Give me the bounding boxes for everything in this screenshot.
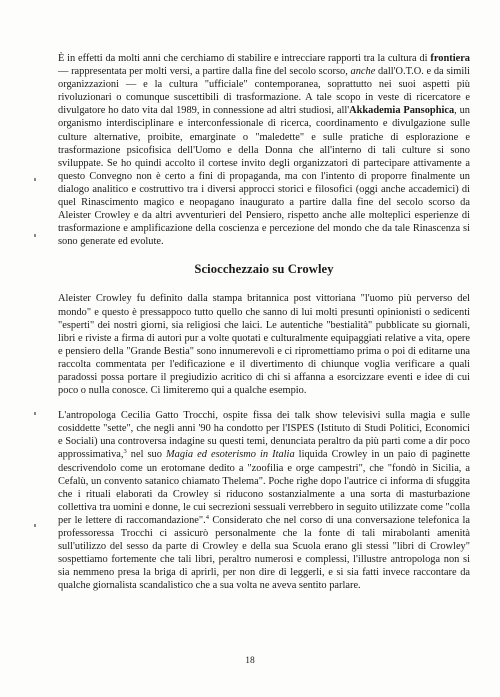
text-run: — rappresentata per molti versi, a partire dalla fine del secolo scorso, bbox=[58, 66, 351, 78]
paragraph-crowley-definition: Aleister Crowley fu definito dalla stampa britannica post vittoriana "l'uomo più perverso del mondo" e questo è pressappoco tutto quello che sanno di lui molti presunti opinionisti o sedicenti "esperti" dei nostri giorni, sia religiosi che laici. Le autentiche "bestialità" pubblicate su giornali, libri e riviste a firma di autori pur a volte quotati e culturalmente equipaggiati relative a vita, opere e pensiero della "Grande Bestia" sono innumerevoli e ci ripromettiamo prima o poi di editarne una raccolta commentata per l'edificazione e il divertimento di chiunque voglia verificare a quali paradossi possa portare il pregiudizio acritico di chi si affanna a esorcizzare eventi e idee di cui poco o nulla conosce. Ci limiteremo qui a qualche esempio. bbox=[58, 293, 470, 397]
italic-term-anche: anche bbox=[350, 66, 376, 78]
italic-book-title: Magia ed esoterismo in Italia bbox=[165, 449, 295, 461]
scan-speck bbox=[34, 412, 36, 415]
paragraph-intro bbox=[58, 52, 470, 248]
text-run: , un organismo interdisciplinare e interconfessionale di ricerca, coordinamento e divulgazione sulle culture alternative, proibite, emarginate o "maledette" e sulle pratiche di esplorazione e trasformazione psicofisica dell'Uomo e della Donna che all'interno di tali culture si sono sviluppate. Se ho quindi accolto il cortese invito degli organizzatori di partecipare attivamente a questo Convegno non è certo a fini di propaganda, ma con l'intento di proporre finalmente un dialogo analitico e costruttivo tra i diversi approcci storici e filosofici (oggi anche accademici) di quel Rinascimento magico e neopagano inaugurato a partire dalla fine del secolo scorso da Aleister Crowley e da altri avventurieri del Pensiero, rispetto anche alle molteplici esperienze di trasformazione e amplificazione della coscienza e percezione del mondo che da tale Rinascenza si sono generate ed evolute. bbox=[58, 105, 471, 248]
footnote-ref-3[interactable]: 3 bbox=[123, 448, 127, 456]
text-run: L'antropologa Cecilia Gatto Trocchi, ospite fissa dei talk show televisivi sulla magia e sulle cosiddette "sette", che negli anni '90 ha condotto per l'ISPES (Istituto di Studi Politici, Economici e Sociali) una controversa indagine su questi temi, denunciata peraltro da più parti come a dir poco approssimativa, bbox=[58, 410, 470, 461]
text-run: dall'O.T.O. e da simili organizzazioni — e la cultura "ufficiale" contemporanea, soprattutto nei suoi aspetti più rivoluzionari o comunque suscettibili di trasformazione. A tale scopo in veste di ricercatore e divulgatore ho dato vita dal 1989, in connessione ad altri studiosi, all' bbox=[58, 66, 471, 117]
bold-term-frontiera: frontiera bbox=[430, 53, 470, 64]
scan-speck bbox=[34, 234, 36, 237]
bold-term-akkademia: Akkademia Pansophica bbox=[349, 105, 455, 117]
text-run: liquida Crowley in un paio di paginette descrivendolo come un erotomane dedito a "zoofilia e orge campestri", che "fondò in Sicilia, a Cefalù, un convento satanico chiamato Thelema". Poche righe dopo l'autrice ci informa di sfuggita che i rituali elaborati da Crowley si riducono sostanzialmente a una sorta di masturbazione collettiva tra uomini e donne, le cui secrezioni sessuali verrebbero in seguito utilizzate come "colla per le lettere di raccomandazione". bbox=[58, 449, 471, 526]
text-run: nel suo bbox=[126, 449, 166, 461]
text-run: Considerato che nel corso di una conversazione telefonica la professoressa Trocchi ci assicurò personalmente che la fonte di tali mirabolanti amenità sull'utilizzo del sesso da parte di Crowley e della sua Scuola erano gli stessi "libri di Crowley" sospettiamo fortemente che tali libri, peraltro numerosi e complessi, l'illustre antropologa non si sia nemmeno presa la briga di aprirli, per non dire di leggerli, e si sia fatti invece raccontare da qualche giornalista scandalistico che a sua volta ne aveva sentito parlare. bbox=[58, 514, 470, 592]
section-heading: Sciocchezzaio su Crowley bbox=[194, 262, 334, 277]
text-run: È in effetti da molti anni che cerchiamo di stabilire e intrecciare rapporti tra la cultura di bbox=[58, 53, 431, 64]
page-number: 18 bbox=[245, 656, 255, 666]
scan-speck bbox=[34, 178, 36, 181]
scan-speck bbox=[34, 524, 36, 527]
paragraph-gatto-trocchi bbox=[58, 409, 470, 592]
footnote-ref-4[interactable]: 4 bbox=[205, 513, 209, 521]
document-page bbox=[58, 52, 470, 592]
